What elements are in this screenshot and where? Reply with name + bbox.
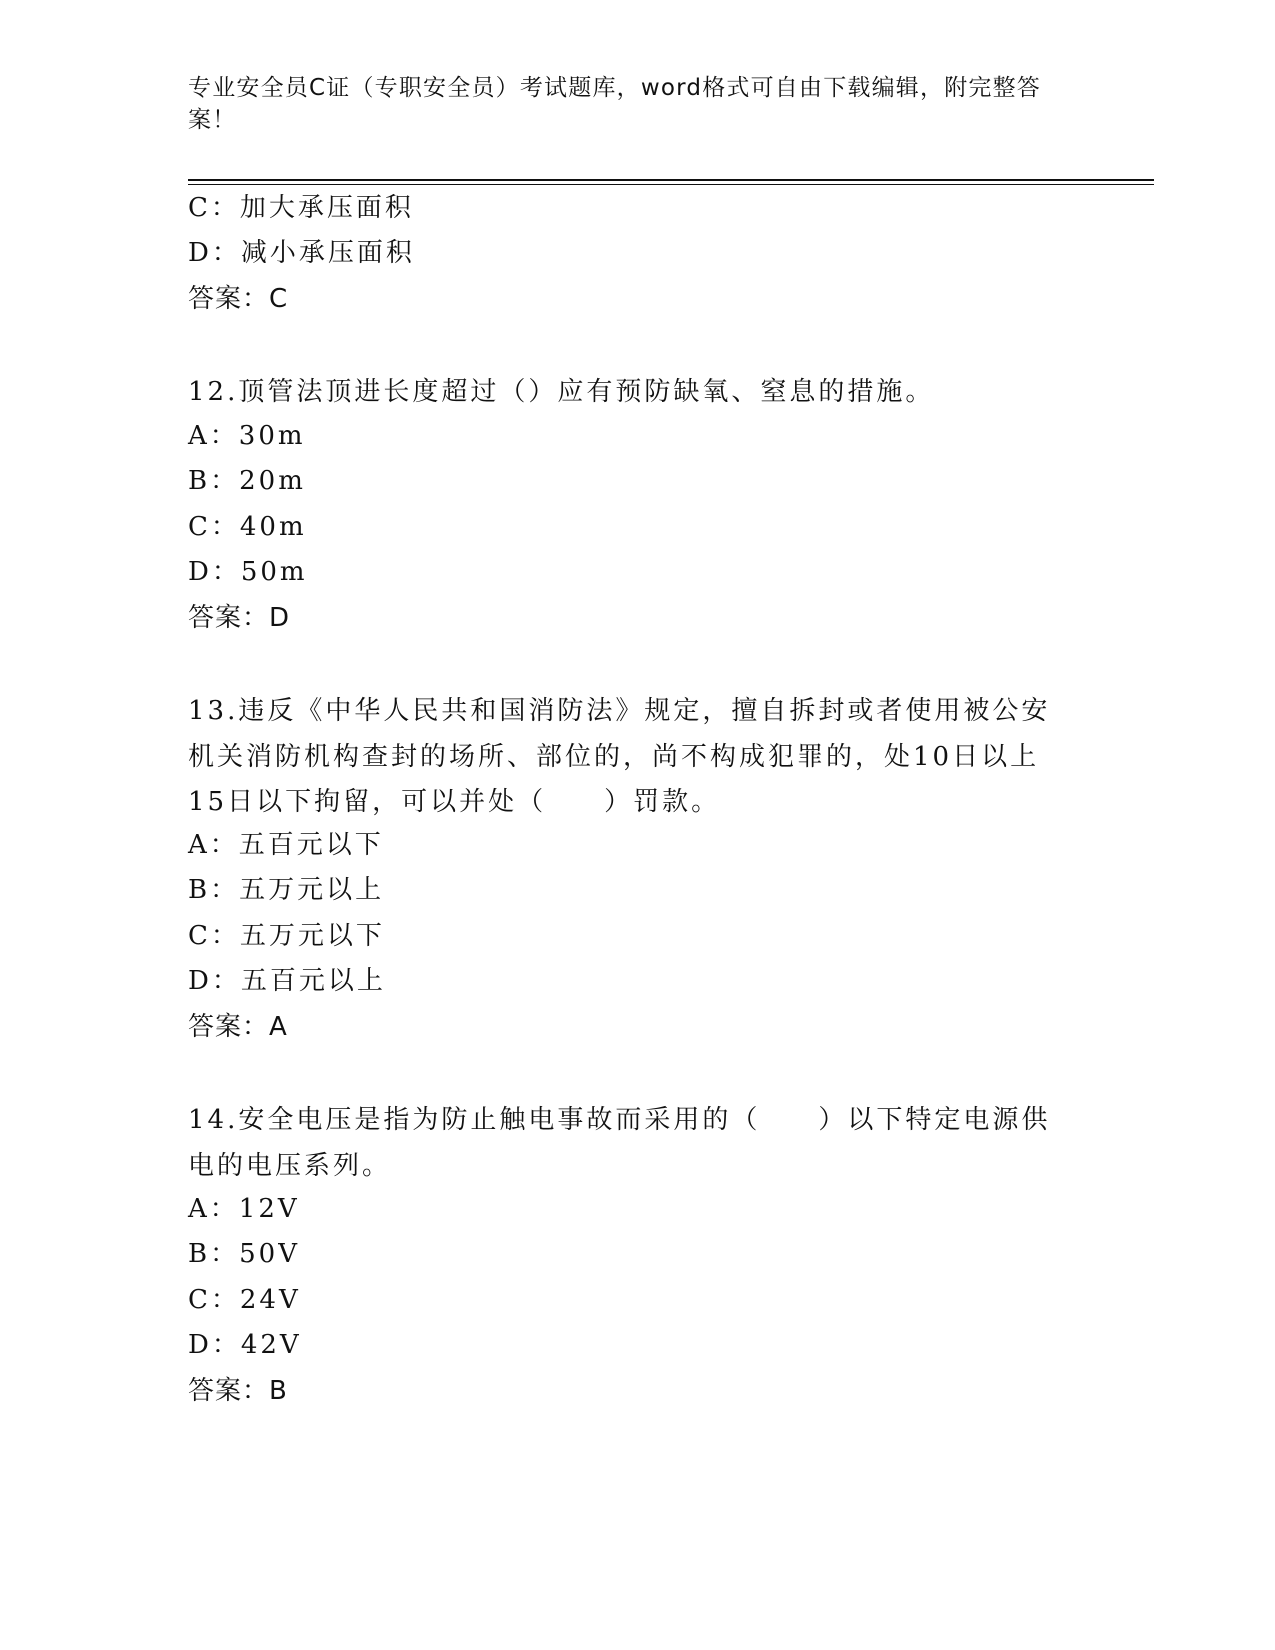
header-rule-thick: [188, 179, 1154, 181]
q13-option-b: B：五万元以上: [188, 875, 385, 905]
q13-option-a: A：五百元以下: [188, 830, 384, 860]
q14-stem: 14.安全电压是指为防止触电事故而采用的（ ）以下特定电源供电的电压系列。: [188, 1105, 1051, 1181]
page-header: 专业安全员C证（专职安全员）考试题库，word格式可自由下载编辑，附完整答案！: [188, 75, 1041, 133]
q11-option-c: C：加大承压面积: [188, 193, 414, 223]
q14-option-c: C：24V: [188, 1285, 301, 1315]
header-rule-thin: [188, 184, 1154, 185]
q12-answer: 答案：D: [188, 603, 291, 633]
q12-option-d: D：50m: [188, 557, 308, 587]
q12-option-c: C：40m: [188, 512, 307, 542]
q12-option-a: A：30m: [188, 421, 306, 451]
q13-answer: 答案：A: [188, 1012, 288, 1042]
q14-answer: 答案：B: [188, 1376, 288, 1406]
q12-option-b: B：20m: [188, 466, 306, 496]
q11-answer: 答案：C: [188, 284, 289, 314]
q14-option-a: A：12V: [188, 1194, 300, 1224]
q13-option-d: D：五百元以上: [188, 966, 386, 996]
q13-option-c: C：五万元以下: [188, 921, 385, 951]
q11-option-d: D：减小承压面积: [188, 238, 415, 268]
q12-stem: 12.顶管法顶进长度超过（）应有预防缺氧、窒息的措施。: [188, 377, 935, 407]
q14-option-d: D：42V: [188, 1330, 302, 1360]
q13-stem: 13.违反《中华人民共和国消防法》规定，擅自拆封或者使用被公安机关消防机构查封的场所、部位的，尚不构成犯罪的，处10日以上15日以下拘留，可以并处（ ）罚款。: [188, 696, 1051, 817]
q14-option-b: B：50V: [188, 1239, 300, 1269]
